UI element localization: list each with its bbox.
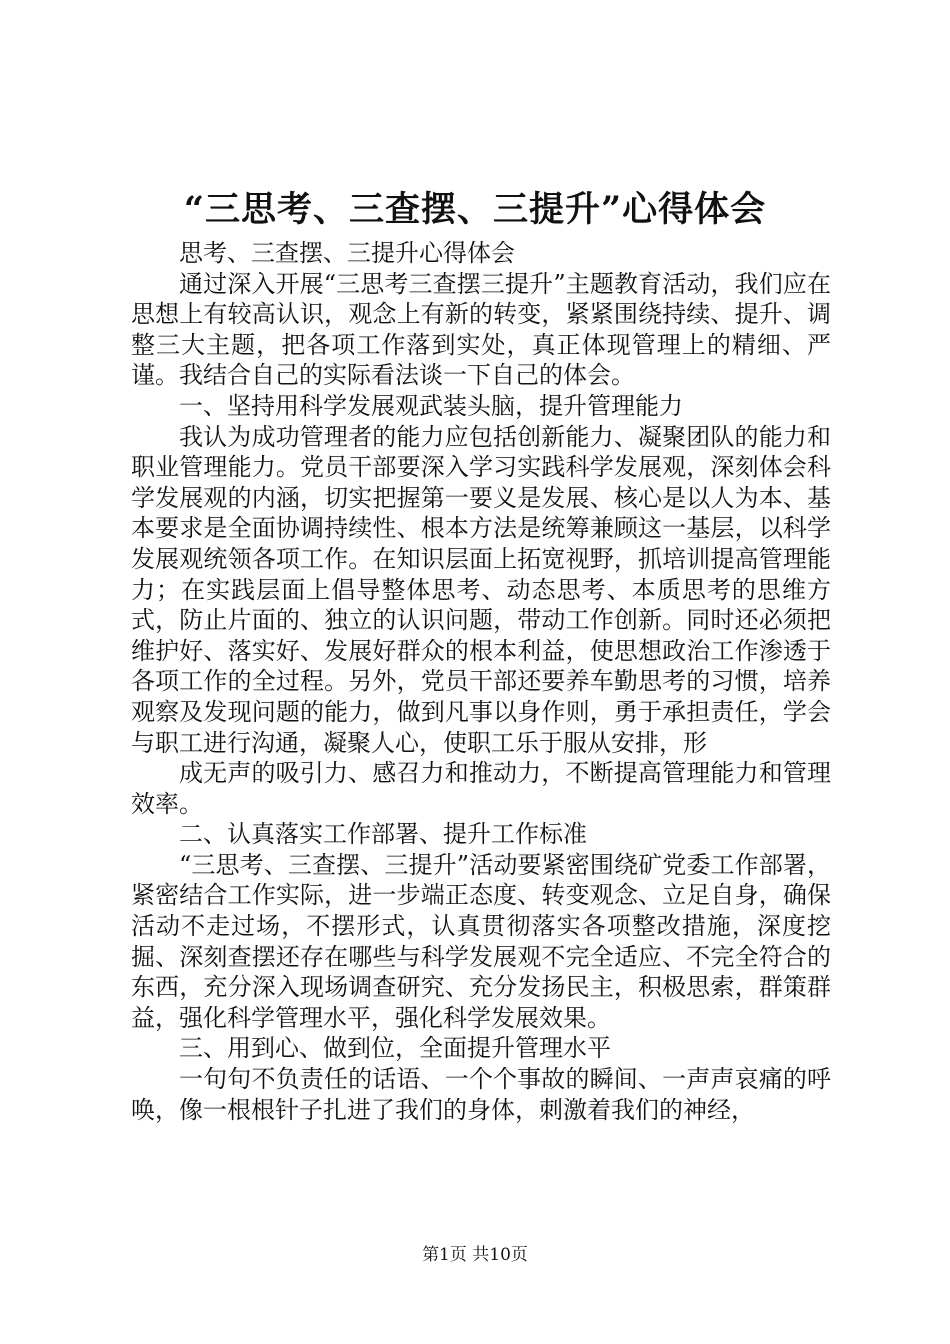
paragraph-section-1-cont: 成无声的吸引力、感召力和推动力，不断提高管理能力和管理效率。 (131, 759, 831, 818)
paragraph-subtitle: 思考、三查摆、三提升心得体会 (179, 239, 515, 267)
section-heading-3: 三、用到心、做到位，全面提升管理水平 (179, 1034, 611, 1063)
section-heading-2: 二、认真落实工作部署、提升工作标准 (179, 820, 587, 849)
paragraph-section-2: “三思考、三查摆、三提升”活动要紧密围绕矿党委工作部署，紧密结合工作实际，进一步端正态度、转变观念、立足自身，确保活动不走过场，不摆形式，认真贯彻落实各项整改措施，深度挖掘、深刻查摆还存在哪些与科学发展观不完全适应、不完全符合的东西，充分深入现场调查研究、充分发扬民主，积极思索，群策群益，强化科学管理水平，强化科学发展效果。 (131, 850, 831, 1032)
paragraph-section-3: 一句句不负责任的话语、一个个事故的瞬间、一声声哀痛的呼唤，像一根根针子扎进了我们的身体，刺激着我们的神经， (131, 1065, 831, 1124)
paragraph-section-1: 我认为成功管理者的能力应包括创新能力、凝聚团队的能力和职业管理能力。党员干部要深入学习实践科学发展观，深刻体会科学发展观的内涵，切实把握第一要义是发展、核心是以人为本、基本要求是全面协调持续性、根本方法是统筹兼顾这一基层，以科学发展观统领各项工作。在知识层面上拓宽视野，抓培训提高管理能力；在实践层面上倡导整体思考、动态思考、本质思考的思维方式，防止片面的、独立的认识问题，带动工作创新。同时还必须把维护好、落实好、发展好群众的根本利益，使思想政治工作渗透于各项工作的全过程。另外，党员干部还要养车勤思考的习惯，培养观察及发现问题的能力，做到凡事以身作则，勇于承担责任，学会与职工进行沟通，凝聚人心，使职工乐于服从安排，形 (131, 422, 831, 757)
document-title: “三思考、三查摆、三提升”心得体会 (183, 189, 767, 230)
document-body (131, 238, 831, 1125)
page-footer: 第1页 共10页 (422, 1245, 528, 1265)
paragraph-intro: 通过深入开展“三思考三查摆三提升”主题教育活动，我们应在思想上有较高认识，观念上有新的转变，紧紧围绕持续、提升、调整三大主题，把各项工作落到实处，真正体现管理上的精细、严谨。我结合自己的实际看法谈一下自己的体会。 (131, 269, 831, 390)
section-heading-1: 一、坚持用科学发展观武装头脑，提升管理能力 (179, 391, 683, 420)
